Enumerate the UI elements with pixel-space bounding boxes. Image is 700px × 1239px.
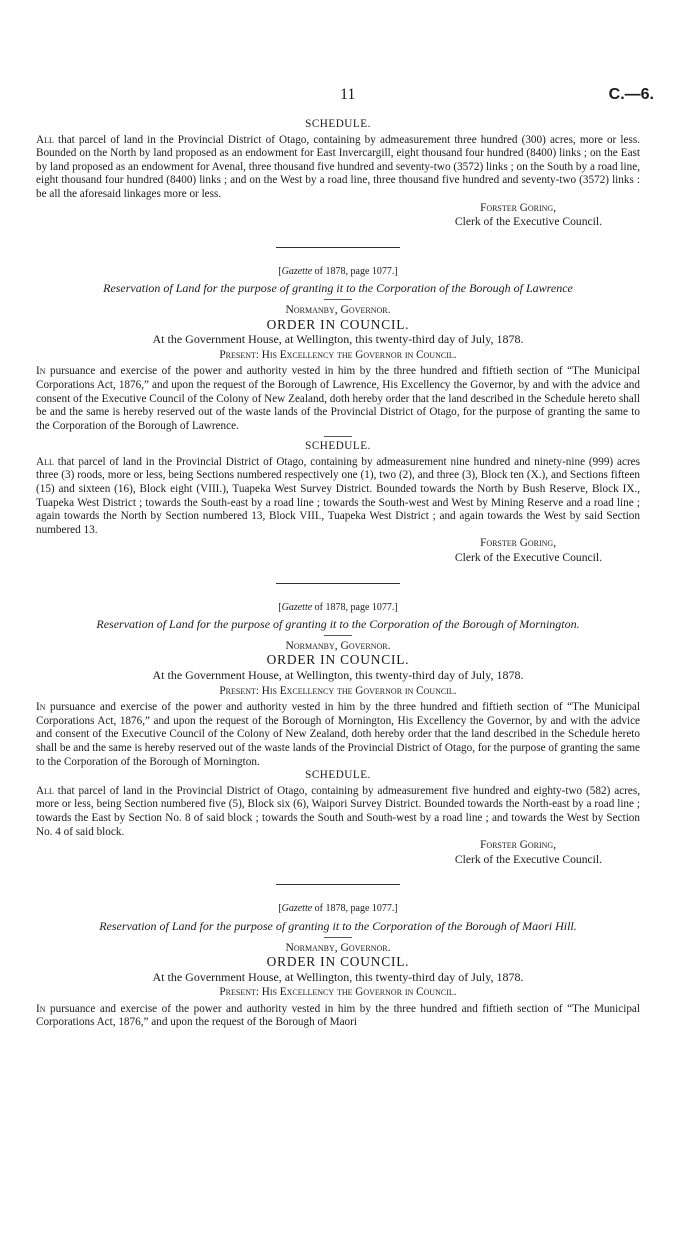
present-line: Present: His Excellency the Governor in Council. bbox=[219, 348, 457, 361]
schedule-heading: SCHEDULE. bbox=[305, 118, 371, 130]
signature-name: Forster Goring, bbox=[480, 839, 556, 852]
gazette-reference: [Gazette of 1878, page 1077.] bbox=[278, 903, 398, 915]
signature-title: Clerk of the Executive Council. bbox=[454, 852, 602, 866]
gazette-reference: [Gazette of 1878, page 1077.] bbox=[278, 601, 398, 613]
short-rule bbox=[324, 937, 352, 938]
present-line: Present: His Excellency the Governor in Council. bbox=[219, 684, 457, 697]
order-title: Reservation of Land for the purpose of granting it to the Corporation of the Borough of Lawrence bbox=[103, 281, 573, 296]
short-rule bbox=[324, 299, 352, 300]
section-divider bbox=[276, 884, 400, 885]
section-divider bbox=[276, 247, 400, 248]
order-body: In pursuance and exercise of the power and authority vested in him by the three hundred and fiftieth section of “The Municipal Corporations Act, 1876,” and upon the request of the Borough of Lawrence, His Excellency the Governor, by and with the advice and consent of the Executive Council of the Colony of New Zealand, doth hereby order that the land described in the Schedule hereto shall be and the same is hereby reserved out of the waste lands of the Provincial District of Otago, for the purpose of granting the same to the Corporation of the Borough of Lawrence. bbox=[36, 365, 640, 432]
signature-name: Forster Goring, bbox=[480, 537, 556, 550]
schedule-section-1 bbox=[36, 118, 640, 229]
document-reference: C.—6. bbox=[608, 86, 654, 103]
governor-line: Normanby, Governor. bbox=[285, 940, 391, 954]
order-in-council-lawrence bbox=[36, 265, 640, 565]
order-title: Reservation of Land for the purpose of granting it to the Corporation of the Borough of Mornington. bbox=[96, 617, 580, 632]
page-number: 11 bbox=[340, 86, 356, 103]
order-body: In pursuance and exercise of the power and authority vested in him by the three hundred and fiftieth section of “The Municipal Corporations Act, 1876,” and upon the request of the Borough of Maori bbox=[36, 1002, 640, 1029]
order-in-council-maori-hill bbox=[36, 902, 640, 1030]
schedule-text: All that parcel of land in the Provincial District of Otago, containing by admeasurement nine hundred and ninety-nine (999) acres three (3) roods, more or less, being Sections numbered respectively one (1), two (2), and three (3), Block ten (X.), and Sections fifteen (15) and sixteen (16), Block eight (VIII.), Tuapeka West Survey District. Bounded towards the North by Bush Reserve, Block IX., Tuapeka West District ; towards the South-east by a road line ; towards the South-west and West by Mining Reserve and a road line ; again towards the North by Section numbered 13, Block VIII., Tuapeka West District ; and again towards the West by said Section numbered 13. bbox=[36, 455, 640, 536]
order-body: In pursuance and exercise of the power and authority vested in him by the three hundred and fiftieth section of “The Municipal Corporations Act, 1876,” and upon the request of the Borough of Mornington, His Excellency the Governor, by and with the advice and consent of the Executive Council of the Colony of New Zealand, doth hereby order that the land described in the Schedule hereto shall be and the same is hereby reserved out of the waste lands of the Provincial District of Otago, for the purpose of granting the same to the Corporation of the Borough of Mornington. bbox=[36, 701, 640, 768]
short-rule bbox=[324, 436, 352, 437]
governor-line: Normanby, Governor. bbox=[285, 638, 391, 652]
gazette-reference: [Gazette of 1878, page 1077.] bbox=[278, 265, 398, 277]
page-content bbox=[36, 118, 640, 1030]
signature-name: Forster Goring, bbox=[480, 201, 556, 214]
short-rule bbox=[324, 635, 352, 636]
page-header bbox=[0, 86, 700, 106]
present-line: Present: His Excellency the Governor in Council. bbox=[219, 986, 457, 999]
governor-line: Normanby, Governor. bbox=[285, 302, 391, 316]
place-date: At the Government House, at Wellington, this twenty-third day of July, 1878. bbox=[152, 969, 524, 984]
schedule-text: All that parcel of land in the Provincial District of Otago, containing by admeasurement five hundred and eighty-two (582) acres, more or less, being Section numbered five (5), Block six (6), Waipori Survey District. Bounded towards the North-east by a road line ; towards the East by Section No. 8 of said block ; towards the South and South-west by a road line ; and towards the West by Section No. 4 of said block. bbox=[36, 784, 640, 838]
place-date: At the Government House, at Wellington, this twenty-third day of July, 1878. bbox=[152, 668, 524, 682]
schedule-heading: SCHEDULE. bbox=[305, 769, 371, 782]
order-heading: ORDER IN COUNCIL. bbox=[266, 316, 410, 332]
signature-title: Clerk of the Executive Council. bbox=[454, 551, 602, 565]
order-heading: ORDER IN COUNCIL. bbox=[266, 652, 410, 668]
place-date: At the Government House, at Wellington, this twenty-third day of July, 1878. bbox=[152, 332, 524, 347]
schedule-heading: SCHEDULE. bbox=[305, 440, 371, 453]
schedule-text: All that parcel of land in the Provincial District of Otago, containing by admeasurement three hundred (300) acres, more or less. Bounded on the North by land proposed as an endowment for East Invercargill, eight thousand four hundred (8400) links ; on the East by land proposed as an endowment for Avenal, three thousand five hundred and seventy-two (3572) links ; on the South by a road line, eight thousand four hundred (8400) links ; and on the West by a road line, three thousand five hundred and seventy-two (3572) links : be all the aforesaid linkages more or less. bbox=[36, 133, 640, 200]
signature-title: Clerk of the Executive Council. bbox=[454, 215, 602, 229]
order-title: Reservation of Land for the purpose of granting it to the Corporation of the Borough of Maori Hill. bbox=[99, 918, 577, 933]
order-heading: ORDER IN COUNCIL. bbox=[266, 954, 410, 970]
order-in-council-mornington bbox=[36, 601, 640, 867]
section-divider bbox=[276, 583, 400, 584]
